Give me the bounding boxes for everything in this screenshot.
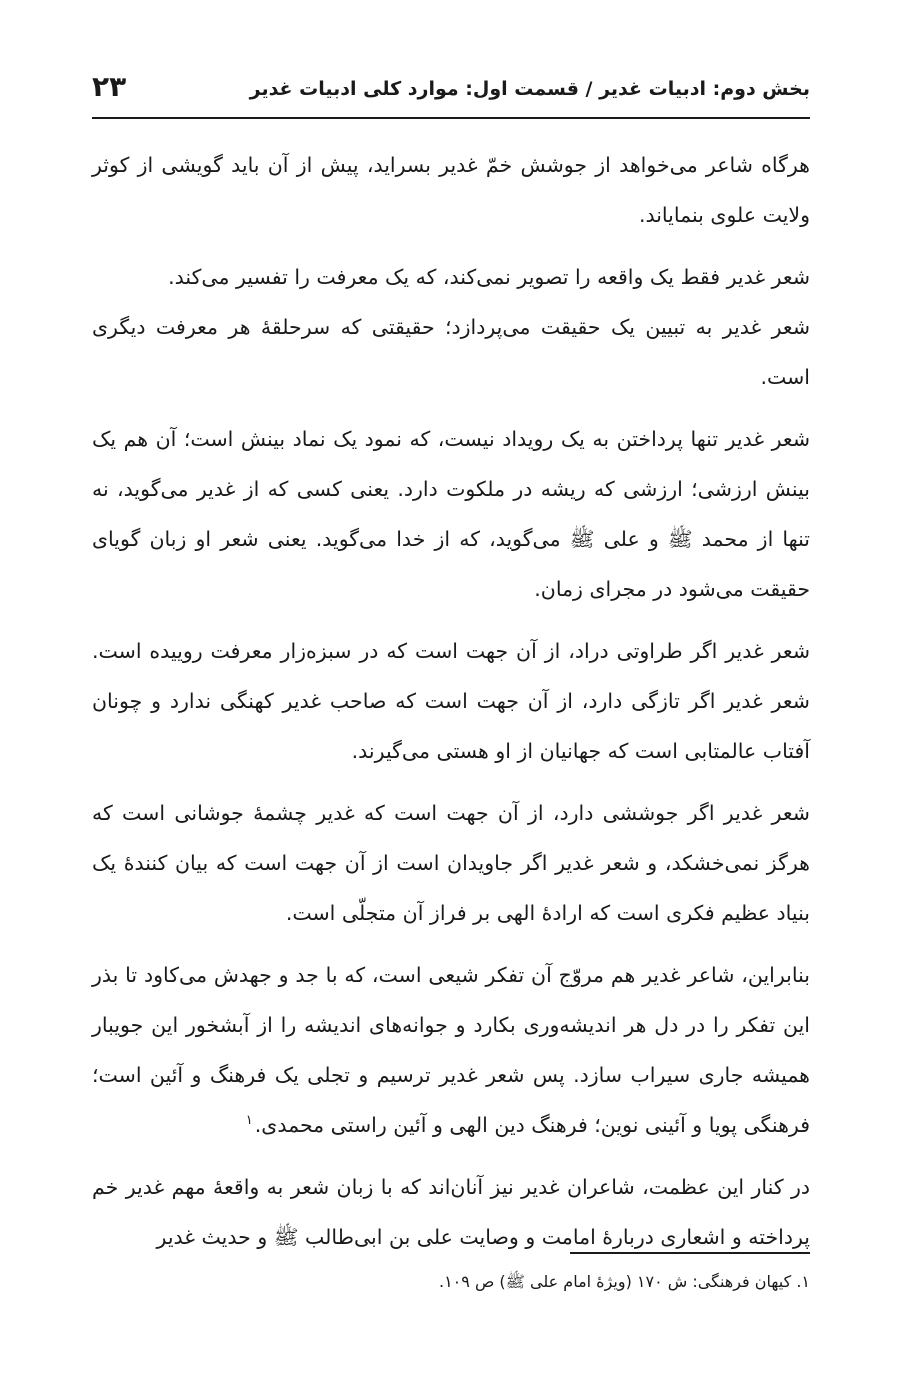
paragraph: شعر غدیر اگر طراوتی دراد، از آن جهت است که در سبزه‌زار معرفت روییده است. شعر غدیر اگر تازگی دارد، از آن جهت است که صاحب غدیر کهنگی ندارد و چونان آفتاب عالمتابی است که جهانیان از او هستی می‌گیرند.: [92, 639, 810, 763]
footnote-divider: [570, 1252, 810, 1254]
paragraph: شعر غدیر اگر جوششی دارد، از آن جهت است که غدیر چشمهٔ جوشانی است که هرگز نمی‌خشکد، و شعر غدیر اگر جاویدان است از آن جهت است که بیان کنندهٔ یک بنیاد عظیم فکری است که ارادهٔ الهی بر فراز آن متجلّی است.: [92, 801, 810, 925]
paragraph: شعر غدیر تنها پرداختن به یک رویداد نیست، که نمود یک نماد بینش است؛ آن هم یک بینش ارزشی؛ ارزشی که ریشه در ملکوت دارد. یعنی کسی که از غدیر می‌گوید، نه تنها از محمد ﷺ و علی ﷺ می‌گوید، که از خدا می‌گوید. یعنی شعر او زبان گویای حقیقت می‌شود در مجرای زمان.: [92, 427, 810, 601]
paragraph: شعر غدیر به تبیین یک حقیقت می‌پردازد؛ حقیقتی که سرحلقهٔ هر معرفت دیگری است.: [92, 315, 810, 389]
footnote-marker[interactable]: ۱: [245, 1113, 253, 1129]
running-title: بخش دوم: ادبیات غدیر / قسمت اول: موارد کلی ادبیات غدیر: [249, 78, 810, 100]
header-divider: [92, 117, 810, 119]
body-text: [92, 140, 810, 1274]
page-number: ۲۳: [92, 70, 127, 103]
paragraph-text: بنابراین، شاعر غدیر هم مروّج آن تفکر شیعی است، که با جد و جهدش می‌کاود تا بذر این تفکر را در دل هر اندیشه‌وری بکارد و جوانه‌های اندیشه را از آبشخور این جویبار همیشه جاری سیراب سازد. پس شعر غدیر ترسیم و تجلی یک فرهنگ و آئین است؛ فرهنگی پویا و آئینی نوین؛ فرهنگ دین الهی و آئین راستی محمدی.: [92, 963, 810, 1137]
paragraph: شعر غدیر فقط یک واقعه را تصویر نمی‌کند، که یک معرفت را تفسیر می‌کند.: [168, 265, 810, 289]
running-header: [92, 70, 810, 110]
paragraph-with-footnote: [92, 950, 810, 1150]
paragraph: در کنار این عظمت، شاعران غدیر نیز آنان‌اند که با زبان شعر به واقعهٔ مهم غدیر خم پرداخته و اشعاری دربارهٔ امامت و وصایت علی بن ابی‌طالب ﷺ و حدیث غدیر: [92, 1175, 810, 1249]
footnote: ۱. کیهان فرهنگی: ش ۱۷۰ (ویژهٔ امام علی ﷺ) ص ۱۰۹.: [438, 1272, 810, 1291]
paragraph: هرگاه شاعر می‌خواهد از جوشش خمّ غدیر بسراید، پیش از آن باید گویشی از کوثر ولایت علوی بنمایاند.: [92, 153, 810, 227]
